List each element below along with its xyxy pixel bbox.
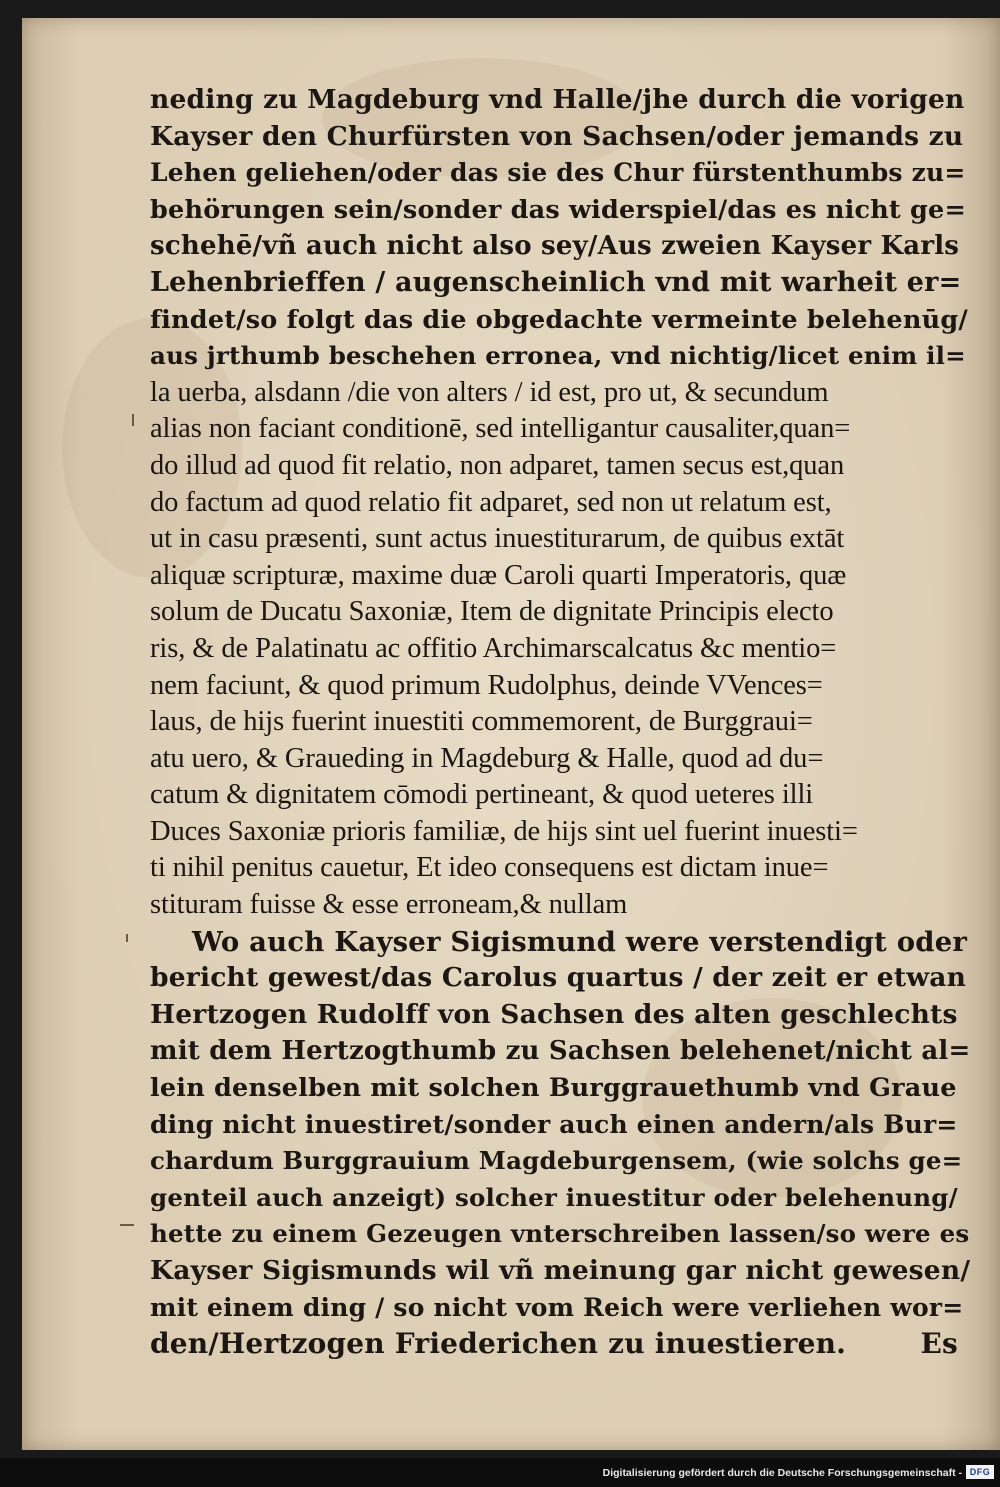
footer-credit: Digitalisierung gefördert durch die Deutsche Forschungsgemeinschaft - <box>602 1467 962 1479</box>
text-line: ding nicht inuestiret/sonder auch einen andern/als Bur= <box>150 1109 958 1139</box>
text-line: alias non faciant conditionē, sed intelligantur causaliter,quan= <box>150 413 851 445</box>
text-line: Lehenbrieffen / augenscheinlich vnd mit warheit er= <box>150 266 962 298</box>
text-line: chardum Burggrauium Magdeburgensem, (wie solchs ge= <box>150 1146 963 1176</box>
text-line: behörungen sein/sonder das widerspiel/das es nicht ge= <box>150 194 967 225</box>
text-line: Duces Saxoniæ prioris familiæ, de hijs sint uel fuerint inuesti= <box>150 815 858 847</box>
margin-mark <box>132 414 134 426</box>
text-line: mit dem Hertzogthumb zu Sachsen belehenet/nicht al= <box>150 1036 970 1067</box>
catchword: Es <box>920 1327 958 1361</box>
text-line: solum de Ducatu Saxoniæ, Item de dignitate Principis electo <box>150 596 834 628</box>
text-line: ris, & de Palatinatu ac offitio Archimarscalcatus &c mentio= <box>150 632 837 664</box>
text-line: lein denselben mit solchen Burggrauethumb vnd Graue <box>150 1073 957 1104</box>
text-line <box>150 1326 970 1363</box>
text-line: do illud ad quod fit relatio, non adparet, tamen secus est,quan <box>150 449 845 481</box>
text-line: Lehen geliehen/oder das sie des Chur fürstenthumbs zu= <box>150 158 966 188</box>
text-line: genteil auch anzeigt) solcher inuestitur oder belehenung/ <box>150 1182 958 1212</box>
text-line: do factum ad quod relatio fit adparet, sed non ut relatum est, <box>150 486 832 518</box>
text-line: neding zu Magdeburg vnd Halle/jhe durch die vorigen <box>150 84 965 115</box>
text-line: ti nihil penitus cauetur, Et ideo consequens est dictam inue= <box>150 852 829 884</box>
dfg-logo: DFG <box>966 1465 994 1479</box>
text-line: Hertzogen Rudolff von Sachsen des alten geschlechts <box>150 998 958 1030</box>
text-line: schehē/vñ auch nicht also sey/Aus zweien Kayser Karls <box>150 231 960 262</box>
page-text <box>150 82 970 1363</box>
text-line: hette zu einem Gezeugen vnterschreiben lassen/so were es <box>150 1219 970 1249</box>
text-line: aus jrthumb beschehen erronea, vnd nichtig/licet enim il= <box>150 341 966 371</box>
margin-mark <box>120 1224 134 1226</box>
text-line: bericht gewest/das Carolus quartus / der zeit er etwan <box>150 962 967 994</box>
text-line: nem faciunt, & quod primum Rudolphus, deinde VVences= <box>150 669 823 701</box>
text-line: aliquæ scripturæ, maxime duæ Caroli quarti Imperatoris, quæ <box>150 559 847 591</box>
margin-mark <box>126 934 128 942</box>
text-line: ut in casu præsenti, sunt actus inuestiturarum, de quibus extāt <box>150 523 845 555</box>
text-line: Kayser den Churfürsten von Sachsen/oder jemands zu <box>150 120 964 152</box>
text-line: Wo auch Kayser Sigismund were verstendigt oder <box>192 925 968 958</box>
text-line: catum & dignitatem cōmodi pertineant, & quod ueteres illi <box>150 779 814 811</box>
text-line: la uerba, alsdann /die von alters / id est, pro ut, & secundum <box>150 376 829 408</box>
text-line: laus, de hijs fuerint inuestiti commemorent, de Burggraui= <box>150 706 813 738</box>
text-line: stituram fuisse & esse erroneam,& nullam <box>150 889 628 921</box>
text-line: atu uero, & Graueding in Magdeburg & Halle, quod ad du= <box>150 742 824 774</box>
text-line: findet/so folgt das die obgedachte vermeinte belehenūg/ <box>150 304 968 335</box>
text-line-content: den/Hertzogen Friederichen zu inuestieren. <box>150 1327 847 1361</box>
text-line: Kayser Sigismunds wil vñ meinung gar nicht gewesen/ <box>150 1255 970 1286</box>
text-line: mit einem ding / so nicht vom Reich were verliehen wor= <box>150 1292 964 1322</box>
